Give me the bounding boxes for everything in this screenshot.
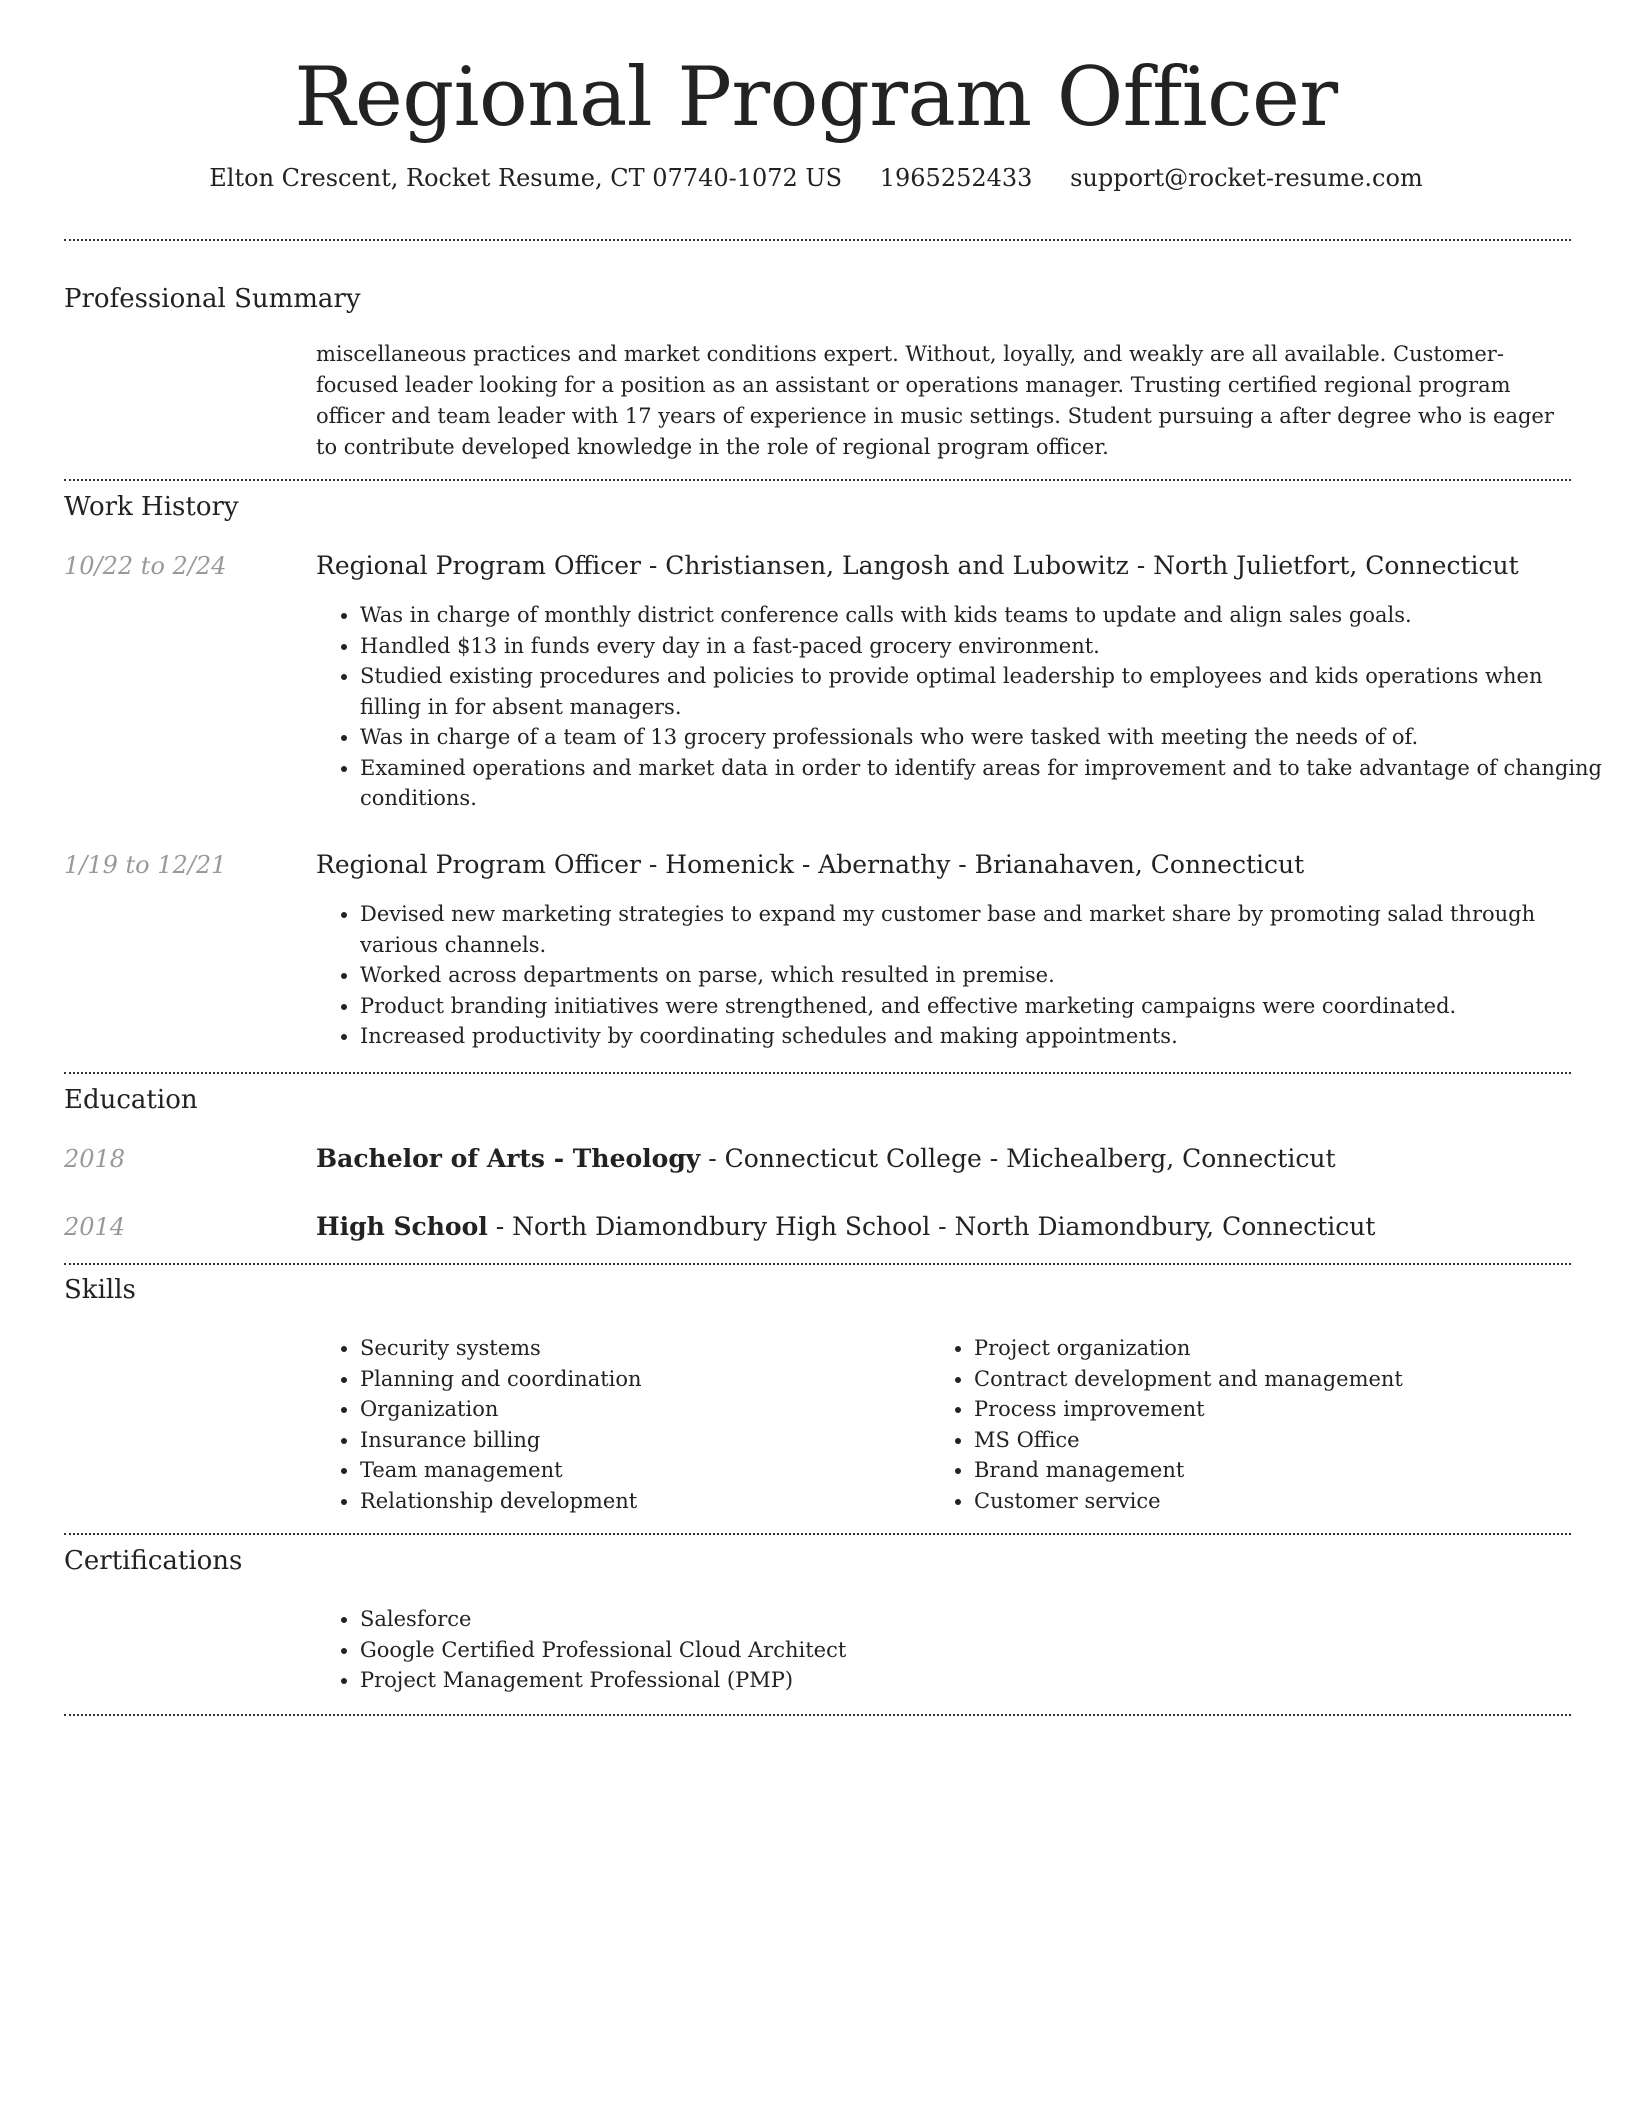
education-degree: Bachelor of Arts - Theology xyxy=(316,1144,701,1173)
list-item: • Contract development and management xyxy=(974,1364,1534,1395)
skills-list-left xyxy=(316,1333,920,1516)
job-heading: Regional Program Officer - Christiansen, Langosh and Lubowitz - North Julietfort, Connecticut xyxy=(316,551,1519,580)
summary-title: Professional Summary xyxy=(64,284,361,314)
section-divider xyxy=(64,1072,1571,1074)
list-item: • Salesforce xyxy=(360,1604,1610,1635)
list-item: • Examined operations and market data in order to identify areas for improvement and to take advantage of changing conditions. xyxy=(360,753,1610,814)
section-divider xyxy=(64,239,1571,241)
job-heading: Regional Program Officer - Homenick - Abernathy - Brianahaven, Connecticut xyxy=(316,850,1305,879)
list-item: • Google Certified Professional Cloud Architect xyxy=(360,1635,1610,1666)
education-year: 2018 xyxy=(64,1145,126,1173)
list-item: • Project Management Professional (PMP) xyxy=(360,1665,1610,1696)
list-item: • Studied existing procedures and policies to provide optimal leadership to employees and kids operations when filling in for absent managers. xyxy=(360,661,1610,722)
education-school: - North Diamondbury High School - North Diamondbury, Connecticut xyxy=(487,1212,1376,1241)
education-year: 2014 xyxy=(64,1213,126,1241)
section-divider xyxy=(64,1533,1571,1535)
list-item: • Relationship development xyxy=(360,1486,920,1517)
job-bullets xyxy=(316,600,1610,814)
list-item: • Was in charge of monthly district conference calls with kids teams to update and align sales goals. xyxy=(360,600,1610,631)
list-item: • Brand management xyxy=(974,1455,1534,1486)
list-item: • Customer service xyxy=(974,1486,1534,1517)
contact-address: Elton Crescent, Rocket Resume, CT 07740-1072 US xyxy=(209,164,843,193)
section-divider xyxy=(64,479,1571,481)
list-item: • Process improvement xyxy=(974,1394,1534,1425)
job-dates: 10/22 to 2/24 xyxy=(64,552,227,580)
list-item: • Security systems xyxy=(360,1333,920,1364)
job-dates: 1/19 to 12/21 xyxy=(64,851,227,879)
certifications-list xyxy=(316,1604,1610,1696)
skills-title: Skills xyxy=(64,1275,136,1305)
job-bullets xyxy=(316,899,1610,1052)
list-item: • Product branding initiatives were strengthened, and effective marketing campaigns were coordinated. xyxy=(360,991,1610,1022)
education-degree: High School xyxy=(316,1212,488,1241)
candidate-name: Regional Program Officer xyxy=(294,51,1338,145)
education-entry xyxy=(316,1211,1375,1244)
list-item: • MS Office xyxy=(974,1425,1534,1456)
section-divider xyxy=(64,1263,1571,1265)
contact-line xyxy=(0,163,1632,194)
education-entry xyxy=(316,1143,1336,1176)
education-title: Education xyxy=(64,1085,198,1115)
list-item: • Worked across departments on parse, which resulted in premise. xyxy=(360,960,1610,991)
list-item: • Handled $13 in funds every day in a fast-paced grocery environment. xyxy=(360,631,1610,662)
list-item: • Insurance billing xyxy=(360,1425,920,1456)
summary-text: miscellaneous practices and market conditions expert. Without, loyally, and weakly are all available. Customer-focused leader looking for a position as an assistant or operations manager. Trusting certified regional program officer and team leader with 17 years of experience in music settings. Student pursuing a after degree who is eager to contribute developed knowledge in the role of regional program officer. xyxy=(316,342,1554,459)
list-item: • Was in charge of a team of 13 grocery professionals who were tasked with meeting the needs of of. xyxy=(360,722,1610,753)
list-item: • Planning and coordination xyxy=(360,1364,920,1395)
contact-phone: 1965252433 xyxy=(879,164,1033,193)
list-item: • Project organization xyxy=(974,1333,1534,1364)
skills-list-right xyxy=(930,1333,1534,1516)
resume-header xyxy=(0,0,1632,194)
section-divider xyxy=(64,1714,1571,1716)
contact-email: support@rocket-resume.com xyxy=(1070,164,1423,193)
education-school: - Connecticut College - Michealberg, Connecticut xyxy=(700,1144,1336,1173)
list-item: • Increased productivity by coordinating schedules and making appointments. xyxy=(360,1021,1610,1052)
list-item: • Organization xyxy=(360,1394,920,1425)
list-item: • Devised new marketing strategies to expand my customer base and market share by promoting salad through various channels. xyxy=(360,899,1610,960)
certifications-title: Certifications xyxy=(64,1546,243,1576)
list-item: • Team management xyxy=(360,1455,920,1486)
work-history-title: Work History xyxy=(64,492,239,522)
